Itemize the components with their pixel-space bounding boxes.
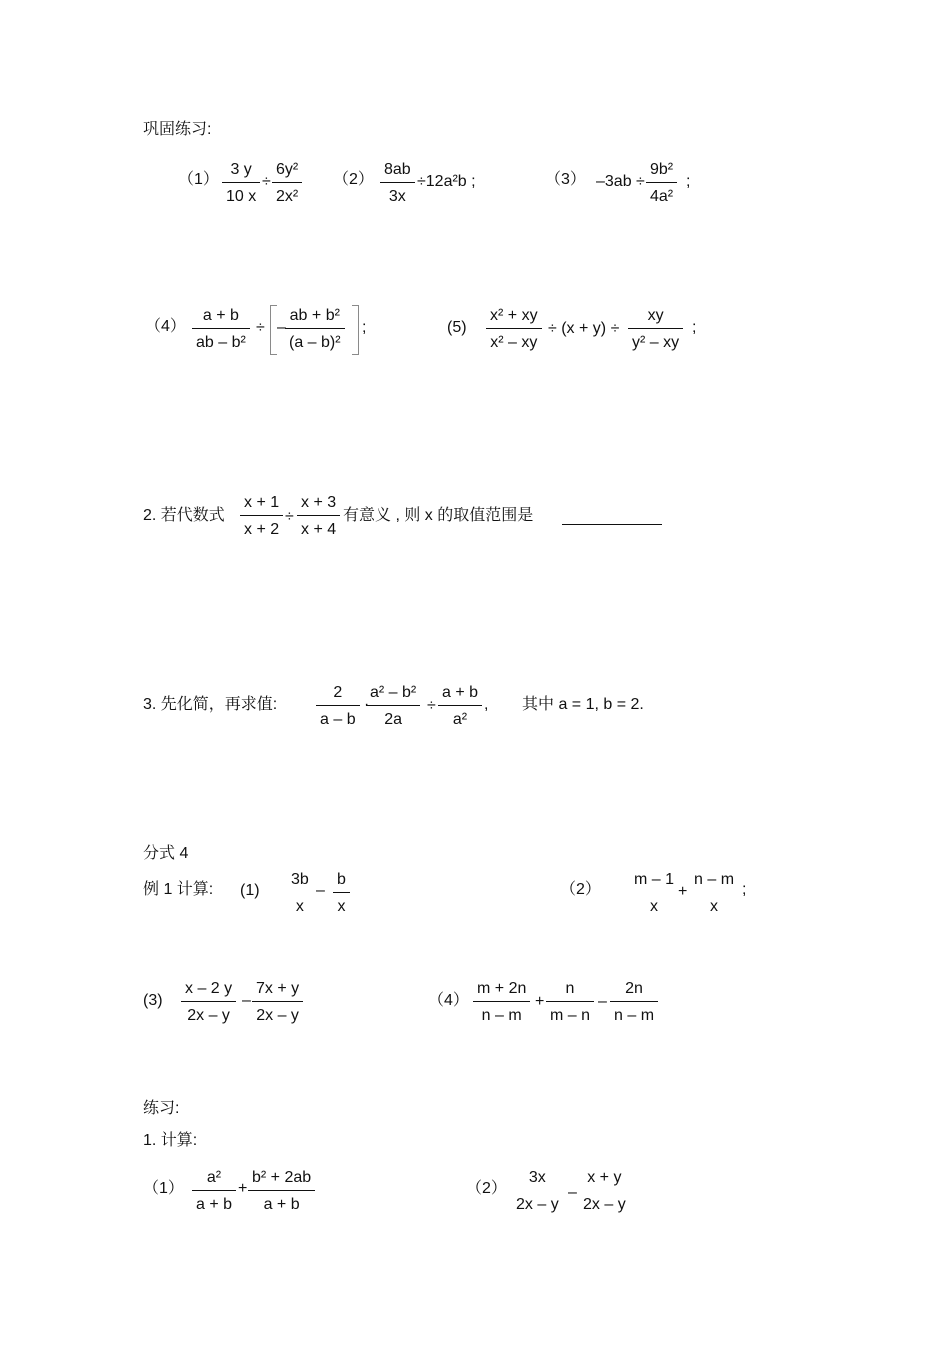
numerator: ab + b²: [285, 308, 345, 329]
denominator: 2x²: [276, 188, 299, 205]
example-1-part-4-label: （4）: [428, 992, 469, 1009]
denominator: 3x: [388, 188, 406, 205]
fraction: [630, 872, 678, 915]
answer-blank[interactable]: [562, 524, 662, 525]
divide-sign: ÷: [285, 508, 294, 525]
fraction: [222, 162, 260, 205]
denominator: y² – xy: [632, 334, 680, 351]
fraction: [192, 1170, 236, 1213]
problem-5-middle: ÷ (x + y) ÷: [548, 320, 620, 337]
numerator: 9b²: [646, 162, 677, 183]
numerator: a²: [192, 1170, 236, 1191]
denominator: n – m: [481, 1007, 522, 1024]
practice-item-1-label: 1. 计算:: [143, 1132, 198, 1149]
minus-sign: –: [277, 319, 286, 336]
fraction: [316, 685, 360, 728]
denominator: a + b: [196, 1196, 233, 1213]
plus-sign: +: [678, 883, 688, 900]
fraction: [579, 1170, 630, 1213]
plus-sign: +: [238, 1180, 248, 1197]
multiply-dot: ·: [364, 696, 370, 713]
problem-2-label: （2）: [333, 171, 374, 188]
problem-4-label: （4）: [145, 318, 186, 335]
question-3-prefix: 3. 先化简，再求值:: [143, 696, 278, 713]
numerator: 2: [316, 685, 360, 706]
denominator: 2x – y: [516, 1196, 559, 1213]
denominator: 2x – y: [583, 1196, 626, 1213]
fraction: [297, 495, 340, 538]
minus-sign: –: [316, 882, 325, 899]
denominator: (a – b)²: [289, 334, 341, 351]
denominator: a – b: [320, 711, 356, 728]
denominator: x + 4: [301, 521, 337, 538]
denominator: x² – xy: [490, 334, 538, 351]
denominator: n – m: [614, 1007, 655, 1024]
example-1-part-3-label: (3): [143, 992, 163, 1009]
question-3-condition: 其中 a = 1, b = 2.: [522, 696, 644, 713]
fraction: [628, 308, 683, 351]
denominator: x: [337, 898, 346, 915]
problem-5-label: (5): [447, 319, 467, 336]
section-heading-fraction-4: 分式 4: [143, 845, 189, 862]
example-1-part-1-label: (1): [240, 882, 260, 899]
fraction: [333, 872, 350, 915]
numerator: 3b: [291, 871, 309, 888]
divide-sign: ÷: [427, 697, 436, 714]
fraction: [610, 981, 658, 1024]
plus-sign: +: [535, 993, 545, 1010]
fraction: [380, 162, 415, 205]
numerator: n: [546, 981, 594, 1002]
numerator: a + b: [192, 308, 250, 329]
semicolon: ;: [742, 881, 747, 898]
denominator: a²: [452, 711, 468, 728]
right-bracket: [352, 305, 359, 355]
fraction: [285, 308, 345, 351]
fraction: [181, 981, 236, 1024]
numerator: m – 1: [634, 871, 675, 888]
section-heading-practice: 练习:: [143, 1100, 180, 1117]
denominator: m – n: [550, 1007, 591, 1024]
fraction: [473, 981, 530, 1024]
fraction: [546, 981, 594, 1024]
denominator: x: [650, 898, 658, 915]
denominator: x: [710, 898, 718, 915]
numerator: 3 y: [222, 162, 260, 183]
problem-2-rest: ÷12a²b ;: [417, 173, 476, 190]
comma: ,: [484, 696, 489, 713]
denominator: 2x – y: [187, 1007, 230, 1024]
fraction: [252, 981, 303, 1024]
fraction: [438, 685, 482, 728]
semicolon: ;: [692, 319, 697, 336]
numerator: x + 1: [240, 495, 283, 516]
question-2-prefix: 2. 若代数式: [143, 507, 225, 524]
numerator: xy: [628, 308, 683, 329]
semicolon: ;: [362, 319, 367, 336]
minus-sign: –: [568, 1184, 577, 1201]
example-1-label: 例 1 计算:: [143, 881, 214, 898]
divide-sign: ÷: [256, 319, 265, 336]
numerator: a² – b²: [366, 685, 420, 706]
fraction: [240, 495, 283, 538]
denominator: ab – b²: [196, 334, 246, 351]
numerator: 3x: [528, 1169, 546, 1186]
minus-sign: –: [598, 993, 607, 1010]
left-bracket: [270, 305, 277, 355]
denominator: x + 2: [244, 521, 280, 538]
numerator: n – m: [694, 871, 735, 888]
numerator: 7x + y: [252, 981, 303, 1002]
numerator: x – 2 y: [181, 981, 236, 1002]
practice-part-1-label: （1）: [143, 1180, 184, 1197]
minus-sign: –: [242, 992, 251, 1009]
denominator: 2a: [384, 711, 403, 728]
numerator: 6y²: [272, 162, 302, 183]
fraction: [287, 872, 313, 915]
numerator: x + 3: [297, 495, 340, 516]
fraction: [366, 685, 420, 728]
example-1-part-2-label: （2）: [560, 881, 601, 898]
numerator: m + 2n: [473, 981, 530, 1002]
numerator: x + y: [587, 1169, 622, 1186]
fraction: [646, 162, 677, 205]
semicolon: ;: [686, 173, 691, 190]
fraction: [512, 1170, 563, 1213]
numerator: 2n: [610, 981, 658, 1002]
section-heading-consolidation: 巩固练习:: [143, 121, 212, 138]
denominator: 10 x: [226, 188, 257, 205]
fraction: [690, 872, 738, 915]
denominator: x: [295, 898, 304, 915]
fraction: [192, 308, 250, 351]
denominator: a + b: [263, 1196, 300, 1213]
numerator: 8ab: [380, 162, 415, 183]
fraction: [272, 162, 302, 205]
practice-part-2-label: （2）: [466, 1180, 507, 1197]
numerator: a + b: [438, 685, 482, 706]
problem-3-label: （3）: [545, 171, 586, 188]
numerator: x² + xy: [486, 308, 542, 329]
numerator: b² + 2ab: [248, 1170, 315, 1191]
divide-sign: ÷: [262, 173, 271, 190]
problem-3-prefix: –3ab ÷: [596, 173, 645, 190]
problem-1-label: （1）: [178, 171, 219, 188]
fraction: [486, 308, 542, 351]
fraction: [248, 1170, 315, 1213]
denominator: 4a²: [650, 188, 674, 205]
denominator: 2x – y: [256, 1007, 299, 1024]
numerator: b: [333, 872, 350, 893]
question-2-suffix: 有意义 , 则 x 的取值范围是: [343, 507, 534, 524]
